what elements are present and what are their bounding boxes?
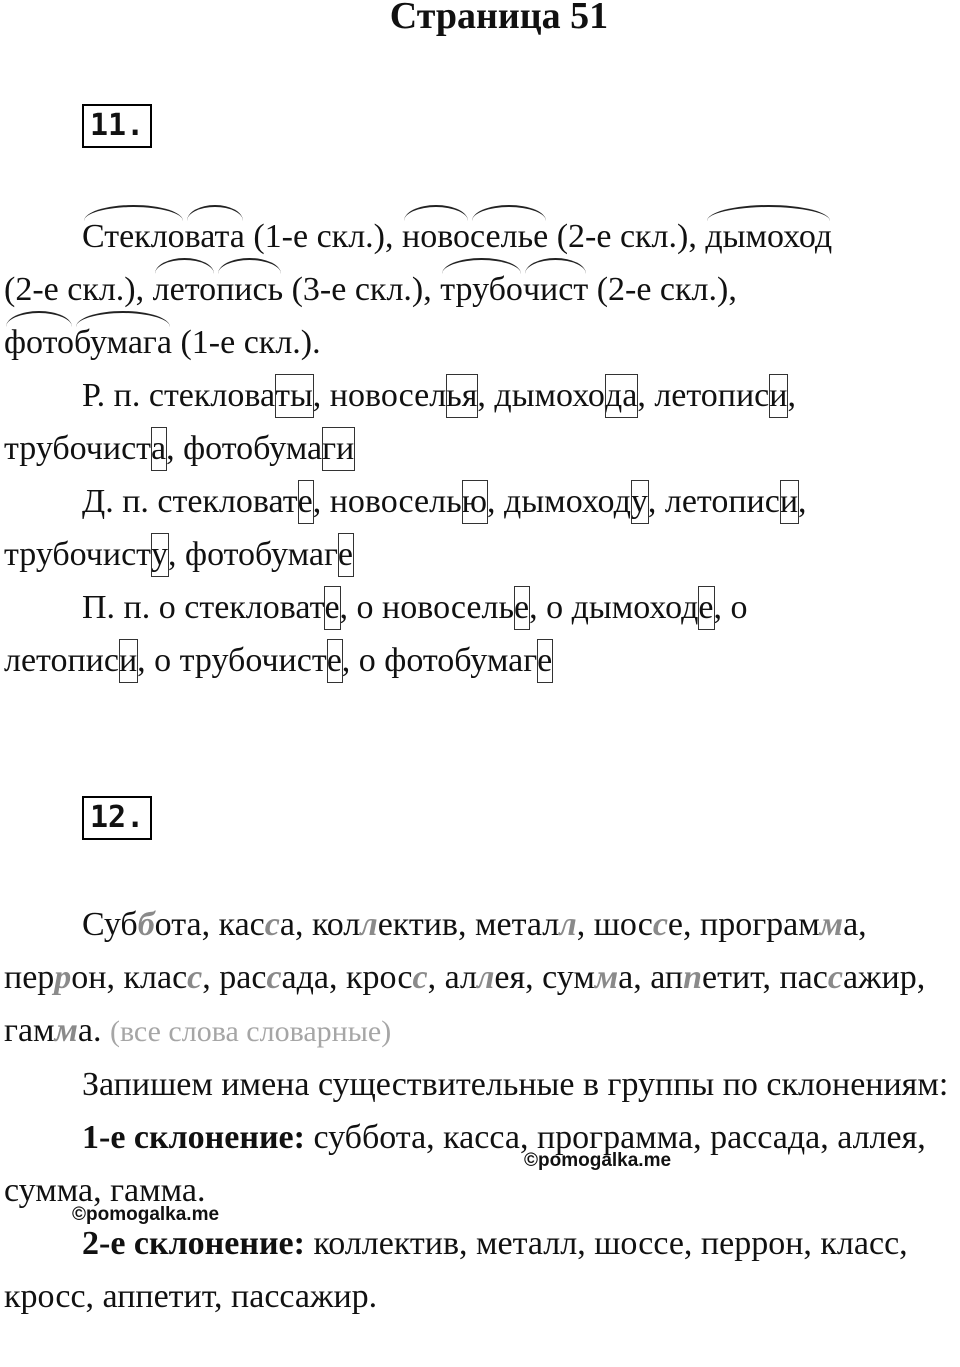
word-ending: да [605, 369, 637, 422]
word-stem: фотобумаг [176, 536, 338, 573]
word-part: лето [153, 263, 216, 316]
word-part: вата [185, 210, 245, 263]
task-11-text [4, 210, 960, 687]
separator: , [166, 430, 175, 467]
separator: , [168, 536, 177, 573]
task-12-text [4, 898, 960, 1323]
case-label: П. п. [82, 589, 151, 626]
word-part: трубо [440, 263, 523, 316]
word-ending: ю [462, 475, 487, 528]
word-part: етит, [702, 959, 780, 996]
word-part: он, [71, 959, 124, 996]
word-part: ота, [154, 906, 219, 943]
word-part: а, [843, 906, 867, 943]
word-part: фото [4, 316, 74, 369]
word-part: чист [523, 263, 588, 316]
separator: , [312, 377, 322, 414]
word-part: Суб [82, 906, 138, 943]
declension-1-words: суббота, касса, программа, рассада, аллея, сумма, гамма. [4, 1119, 926, 1209]
word-part: селье [470, 210, 548, 263]
double-letter: с [187, 959, 203, 996]
separator: , [787, 377, 796, 414]
note: (все слова словарные) [109, 1015, 392, 1048]
word-stem: о трубочист [145, 642, 327, 679]
word-part: ап [650, 959, 684, 996]
double-letter: с [264, 906, 280, 943]
word-stem: трубочист [4, 430, 152, 467]
word-ending: и [119, 634, 137, 687]
word-part: ектив, [377, 906, 475, 943]
text: (1-е скл.). [171, 324, 321, 361]
intro-text: Запишем имена существительные в группы по склонениям: [82, 1066, 949, 1103]
word-ending: е [338, 528, 353, 581]
separator: , [339, 589, 349, 626]
separator: , о [713, 589, 748, 626]
separator: , [637, 377, 646, 414]
word-stem: дымохо [485, 377, 605, 414]
word-ending: е [698, 581, 713, 634]
word-stem: летопис [4, 642, 119, 679]
separator: , [798, 483, 807, 520]
word-ending: ты [275, 369, 313, 422]
word-part: рас [219, 959, 267, 996]
word-part: гам [4, 1012, 55, 1049]
case-label: Р. п. [82, 377, 141, 414]
text: (2-е скл.), [4, 271, 153, 308]
declension-1-label: 1-е склонение: [82, 1119, 305, 1156]
separator: , [487, 483, 496, 520]
watermark: ©pomogalka.me [524, 1150, 672, 1171]
word-part: бумага [74, 316, 172, 369]
word-part: , [576, 906, 594, 943]
word-part: програм [700, 906, 820, 943]
word-part: Стекло [82, 210, 185, 263]
word-ending: е [298, 475, 313, 528]
word-part: ада, [281, 959, 347, 996]
declension-2-label: 2-е склонение: [82, 1225, 305, 1262]
word-part: шос [593, 906, 653, 943]
word-part: дымоход [705, 210, 832, 263]
word-stem: новосель [321, 483, 462, 520]
word-part: а, [618, 959, 651, 996]
word-part: крос [346, 959, 413, 996]
word-stem: о дымоход [537, 589, 699, 626]
text: (2-е скл.), [588, 271, 737, 308]
double-letter: п [683, 959, 703, 996]
task-number-12: 12. [82, 796, 152, 840]
word-part: пас [779, 959, 828, 996]
separator: , [137, 642, 146, 679]
word-ending: ги [322, 422, 354, 475]
separator: , [647, 483, 657, 520]
double-letter: с [412, 959, 428, 996]
word-part: а. [77, 1012, 110, 1049]
double-letter: б [137, 906, 155, 943]
word-stem: дымоход [495, 483, 631, 520]
double-letter: с [827, 959, 843, 996]
double-letter: с [266, 959, 282, 996]
double-letter: с [652, 906, 668, 943]
word-stem: новосел [321, 377, 447, 414]
word-part: кол [311, 906, 361, 943]
word-part: сум [542, 959, 595, 996]
word-stem: летопис [656, 483, 780, 520]
separator: , [477, 377, 486, 414]
text: (2-е скл.), [548, 218, 706, 255]
word-part: метал [475, 906, 560, 943]
word-stem: стекловат [148, 483, 298, 520]
word-stem: трубочист [4, 536, 152, 573]
word-stem: летопис [645, 377, 770, 414]
separator: , [529, 589, 538, 626]
word-ending: е [514, 581, 529, 634]
double-letter: м [594, 959, 619, 996]
text: (3-е скл.), [283, 271, 441, 308]
word-stem: о стекловат [150, 589, 325, 626]
word-part: а, [279, 906, 312, 943]
word-part: ажир, [842, 959, 926, 996]
word-ending: и [780, 475, 798, 528]
double-letter: м [54, 1012, 78, 1049]
task-number-11: 11. [82, 104, 152, 148]
word-part: ея, [494, 959, 543, 996]
double-letter: л [476, 959, 495, 996]
word-part: , [202, 959, 220, 996]
word-ending: а [151, 422, 166, 475]
case-label: Д. п. [82, 483, 149, 520]
word-ending: у [151, 528, 168, 581]
word-stem: стеклова [140, 377, 276, 414]
word-part: ново [402, 210, 470, 263]
word-stem: о новосель [348, 589, 514, 626]
separator: , [341, 642, 351, 679]
double-letter: л [559, 906, 577, 943]
separator: , [312, 483, 322, 520]
word-ending: и [769, 369, 787, 422]
word-part: пер [4, 959, 55, 996]
word-part: е, [667, 906, 701, 943]
word-part: клас [123, 959, 188, 996]
declension-2-words: коллектив, металл, шоссе, перрон, класс, кросс, аппетит, пассажир. [4, 1225, 908, 1315]
page-title: Страница 51 [389, 0, 609, 37]
word-part: пись [216, 263, 283, 316]
word-ending: е [324, 581, 339, 634]
word-ending: е [537, 634, 552, 687]
word-part: кас [218, 906, 265, 943]
text: (1-е скл.), [244, 218, 402, 255]
word-ending: у [631, 475, 648, 528]
watermark: ©pomogalka.me [72, 1204, 220, 1225]
word-stem: фотобума [174, 430, 323, 467]
word-part: ал [444, 959, 477, 996]
double-letter: л [360, 906, 378, 943]
word-ending: ья [446, 369, 477, 422]
word-stem: о фотобумаг [350, 642, 538, 679]
word-part: , [427, 959, 445, 996]
double-letter: р [54, 959, 72, 996]
double-letter: м [819, 906, 844, 943]
word-ending: е [327, 634, 342, 687]
